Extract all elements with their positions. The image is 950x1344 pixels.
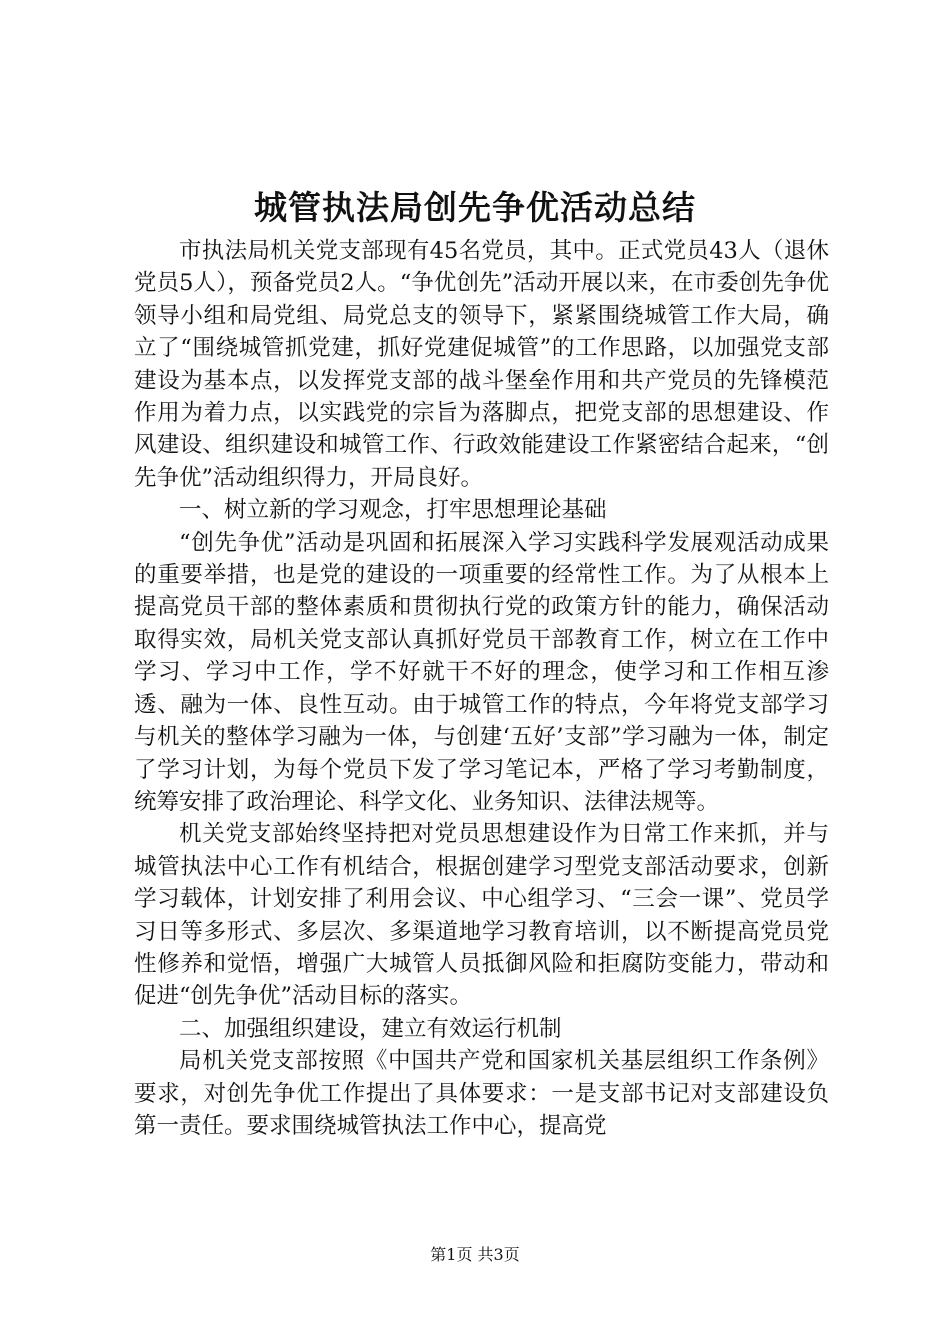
paragraph-section-1-a: “创先争优”活动是巩固和拓展深入学习实践科学发展观活动成果的重要举措，也是党的建设的一项重要的经常性工作。为了从根本上提高党员干部的整体素质和贯彻执行党的政策方针的能力，确保活动取得实效，局机关党支部认真抓好党员干部教育工作，树立在工作中学习、学习中工作，学不好就干不好的理念，使学习和工作相互渗透、融为一体、良性互动。由于城管工作的特点，今年将党支部学习与机关的整体学习融为一体，与创建‘五好’支部”学习融为一体，制定了学习计划，为每个党员下发了学习笔记本，严格了学习考勤制度，统筹安排了政治理论、科学文化、业务知识、法律法规等。 (134, 529, 829, 815)
section-heading-1: 一、树立新的学习观念，打牢思想理论基础 (179, 497, 607, 524)
paragraph-section-1-b: 机关党支部始终坚持把对党员思想建设作为日常工作来抓，并与城管执法中心工作有机结合，根据创建学习型党支部活动要求，创新学习载体，计划安排了利用会议、中心组学习、“三会一课”、党员学习日等多形式、多层次、多渠道地学习教育培训，以不断提高党员党性修养和觉悟，增强广大城管人员抵御风险和拒腐防变能力，带动和促进“创先争优”活动目标的落实。 (134, 821, 829, 1010)
paragraph-intro: 市执法局机关党支部现有45名党员，其中。正式党员43人（退休党员5人），预备党员2人。“争优创先”活动开展以来，在市委创先争优领导小组和局党组、局党总支的领导下，紧紧围绕城管工作大局，确立了“围绕城管抓党建，抓好党建促城管”的工作思路，以加强党支部建设为基本点，以发挥党支部的战斗堡垒作用和共产党员的先锋模范作用为着力点，以实践党的宗旨为落脚点，把党支部的思想建设、作风建设、组织建设和城管工作、行政效能建设工作紧密结合起来，“创先争优”活动组织得力，开局良好。 (134, 238, 829, 491)
document-title: 城管执法局创先争优活动总结 (254, 188, 696, 227)
paragraph-section-2-a: 局机关党支部按照《中国共产党和国家机关基层组织工作条例》要求，对创先争优工作提出了具体要求：一是支部书记对支部建设负第一责任。要求围绕城管执法工作中心，提高党 (134, 1048, 829, 1139)
page-number-footer: 第1页 共3页 (430, 1245, 520, 1264)
document-body (134, 235, 829, 1142)
section-heading-2: 二、加强组织建设，建立有效运行机制 (179, 1015, 562, 1042)
